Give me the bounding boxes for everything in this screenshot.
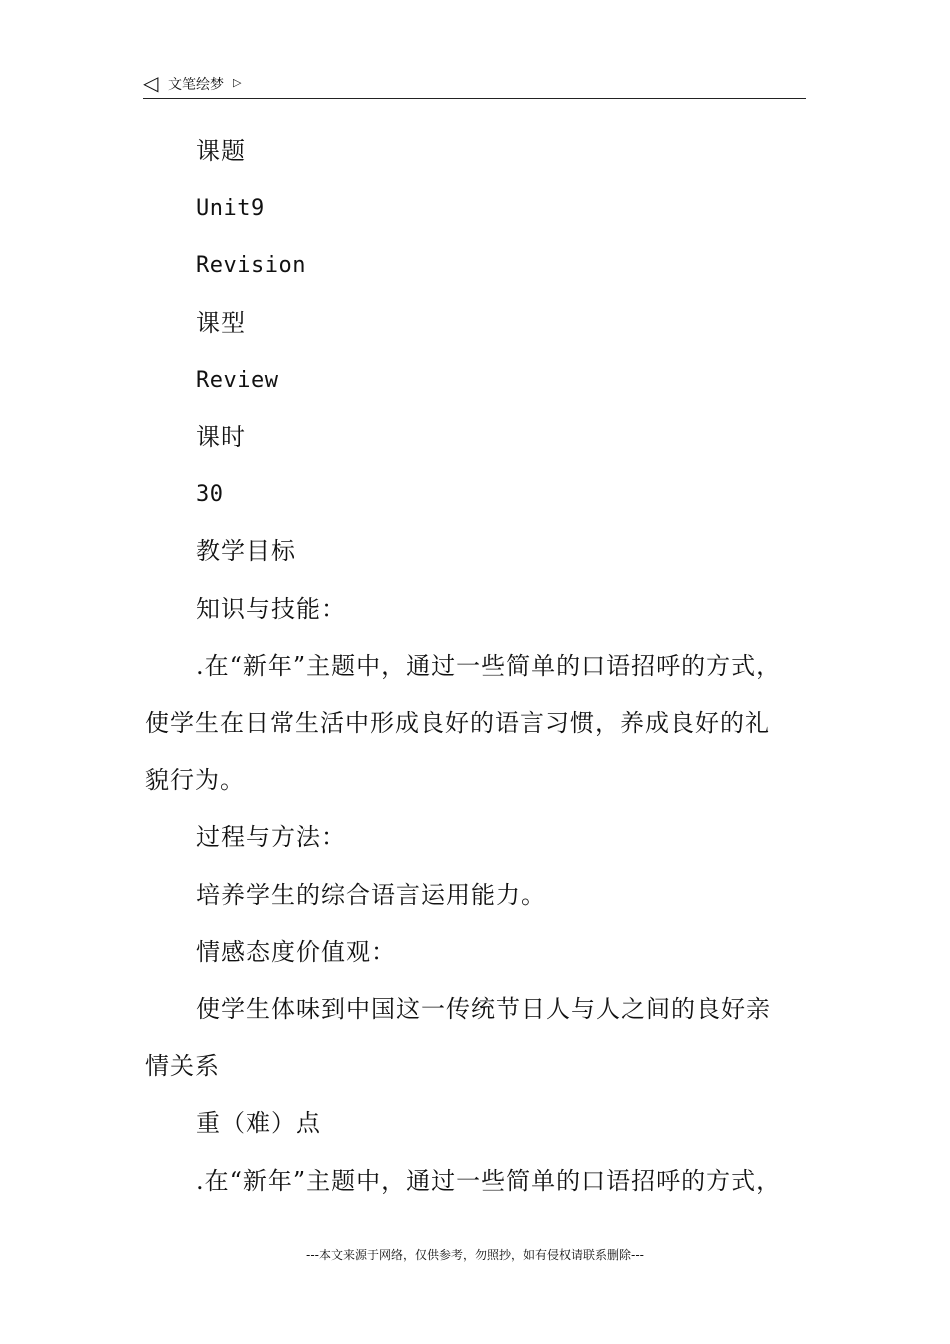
unit-subtitle: Revision bbox=[196, 253, 306, 278]
label-teaching-goals: 教学目标 bbox=[196, 537, 296, 565]
paragraph-line: 使学生体味到中国这一传统节日人与人之间的良好亲 bbox=[196, 995, 771, 1023]
label-lesson-type: 课型 bbox=[196, 309, 246, 337]
label-attitude-values: 情感态度价值观： bbox=[196, 938, 396, 966]
paragraph-line: 培养学生的综合语言运用能力。 bbox=[196, 881, 546, 909]
lesson-period-value: 30 bbox=[196, 482, 224, 507]
left-triangle-icon: ◁ bbox=[143, 71, 159, 95]
label-knowledge-skills: 知识与技能： bbox=[196, 595, 346, 623]
footer-disclaimer: ---本文来源于网络，仅供参考，勿照抄，如有侵权请联系删除--- bbox=[306, 1248, 644, 1262]
label-lesson-period: 课时 bbox=[196, 423, 246, 451]
paragraph-line: 使学生在日常生活中形成良好的语言习惯，养成良好的礼 bbox=[145, 709, 770, 737]
paragraph-line: 貌行为。 bbox=[145, 766, 245, 794]
lesson-type-value: Review bbox=[196, 368, 279, 393]
right-triangle-icon: ▷ bbox=[233, 76, 242, 89]
label-process-method: 过程与方法： bbox=[196, 823, 346, 851]
paragraph-line: .在“新年”主题中，通过一些简单的口语招呼的方式， bbox=[196, 652, 782, 680]
header-title: 文笔绘梦 bbox=[168, 77, 224, 93]
label-lesson-topic: 课题 bbox=[196, 137, 246, 165]
label-key-points: 重（难）点 bbox=[196, 1109, 321, 1137]
unit-name: Unit9 bbox=[196, 196, 265, 221]
page-header bbox=[143, 72, 806, 99]
paragraph-line: .在“新年”主题中，通过一些简单的口语招呼的方式， bbox=[196, 1167, 782, 1195]
paragraph-line: 情关系 bbox=[145, 1052, 220, 1080]
